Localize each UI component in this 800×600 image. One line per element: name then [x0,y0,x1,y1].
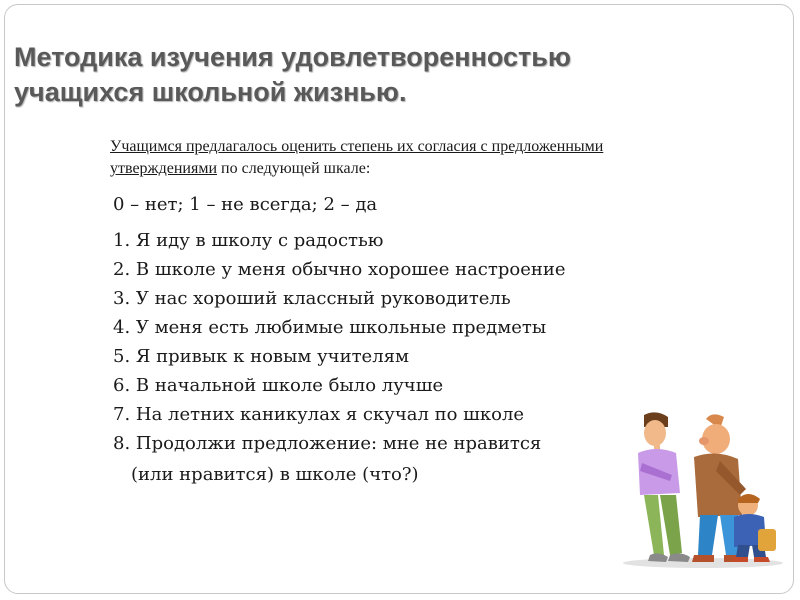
list-item: 8. Продолжи предложение: мне не нравится [113,433,542,454]
cartoon-students-illustration [608,405,788,570]
student-left [638,412,690,562]
intro-underlined: Учащимся предлагалось оценить степень их согласия с предложенными утверждениями [110,138,604,177]
list-item: 3. У нас хороший классный руководитель [113,288,511,309]
list-item: 4. У меня есть любимые школьные предметы [113,317,547,338]
list-item: 7. На летних каникулах я скучал по школе [113,404,525,425]
statement-list [113,226,566,458]
list-item: 5. Я привык к новым учителям [113,346,409,367]
list-item: 2. В школе у меня обычно хорошее настроение [113,259,566,280]
student-small [732,494,776,562]
item-8-continuation: (или нравится) в школе (что?) [131,464,419,485]
list-item: 1. Я иду в школу с радостью [113,230,384,251]
intro-text [110,136,670,180]
title-line-1: Методика изучения удовлетворенностью [14,42,571,72]
slide-title [14,40,774,110]
list-item: 6. В начальной школе было лучше [113,375,444,396]
intro-rest: по следующей шкале: [217,160,371,177]
title-line-2: учащихся школьной жизнью. [14,77,407,107]
rating-scale: 0 – нет; 1 – не всегда; 2 – да [113,194,378,215]
